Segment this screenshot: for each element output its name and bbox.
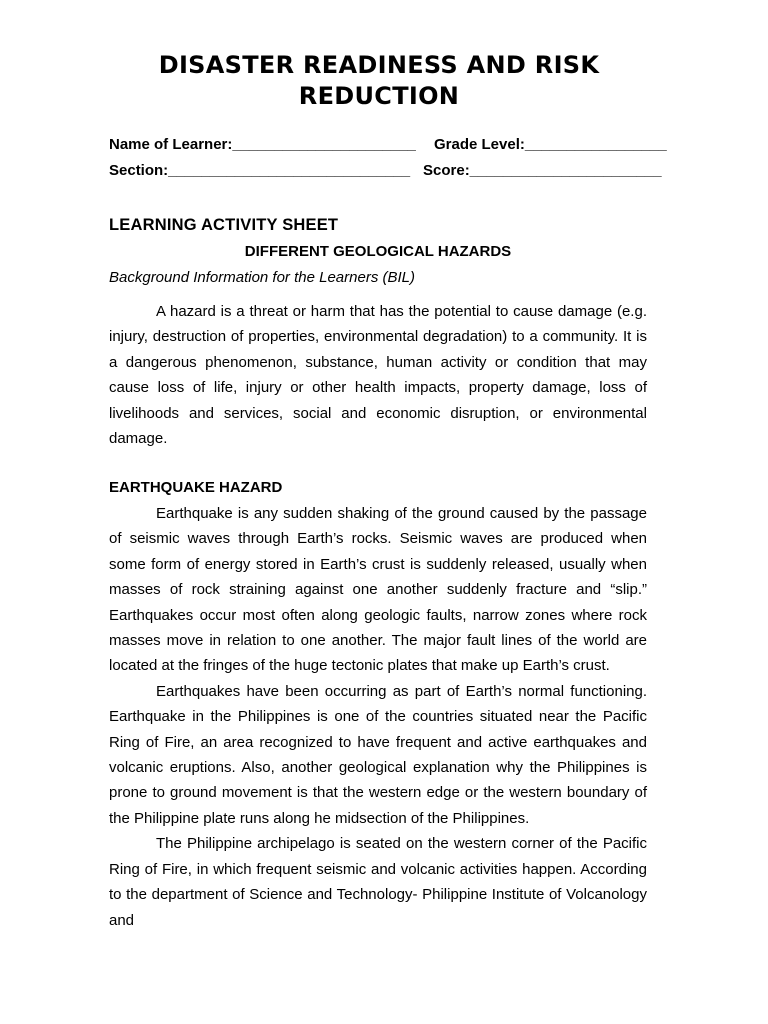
intro-paragraph: A hazard is a threat or harm that has the potential to cause damage (e.g. injury, destruction of properties, environmental degradation) to a community. It is a dangerous phenomenon, substance, human activity or condition that may cause loss of life, injury or other health impacts, property damage, loss of livelihoods and services, social and economic disruption, or environmental damage. [109,303,647,448]
intro-section [109,299,647,451]
earthquake-paragraph-2: Earthquakes have been occurring as part of Earth’s normal functioning. Earthquake in the Philippines is one of the countries situated near the Pacific Ring of Fire, an area recognized to have frequent and active earthquakes and volcanic eruptions. Also, another geological explanation why the Philippines is prone to ground movement is that the western edge or the western boundary of the Philippine plate runs along he midsection of the Philippines. [109,682,647,827]
score-field: Score:_______________________ [423,162,662,179]
geological-hazards-subtitle: DIFFERENT GEOLOGICAL HAZARDS [244,243,512,260]
document-title: DISASTER READINESS AND RISK REDUCTION [158,51,600,110]
earthquake-section [109,501,647,933]
learning-activity-sheet-heading: LEARNING ACTIVITY SHEET [109,216,339,234]
name-of-learner-field: Name of Learner:______________________ [109,136,416,153]
earthquake-hazard-heading: EARTHQUAKE HAZARD [109,479,283,496]
section-field: Section:_____________________________ [109,162,411,179]
earthquake-paragraph-3: The Philippine archipelago is seated on the western corner of the Pacific Ring of Fire, in which frequent seismic and volcanic activities happen. According to the department of Science and Technology- Philippine Institute of Volcanology and [109,835,647,929]
bil-heading: Background Information for the Learners (BIL) [109,269,415,286]
earthquake-paragraph-1: Earthquake is any sudden shaking of the ground caused by the passage of seismic waves through Earth’s rocks. Seismic waves are produced when some form of energy stored in Earth’s crust is suddenly released, usually when masses of rock straining against one another suddenly fracture and “slip.” Earthquakes occur most often along geologic faults, narrow zones where rock masses move in relation to one another. The major fault lines of the world are located at the fringes of the huge tectonic plates that make up Earth’s crust. [109,505,647,675]
grade-level-field: Grade Level:_________________ [434,136,667,153]
